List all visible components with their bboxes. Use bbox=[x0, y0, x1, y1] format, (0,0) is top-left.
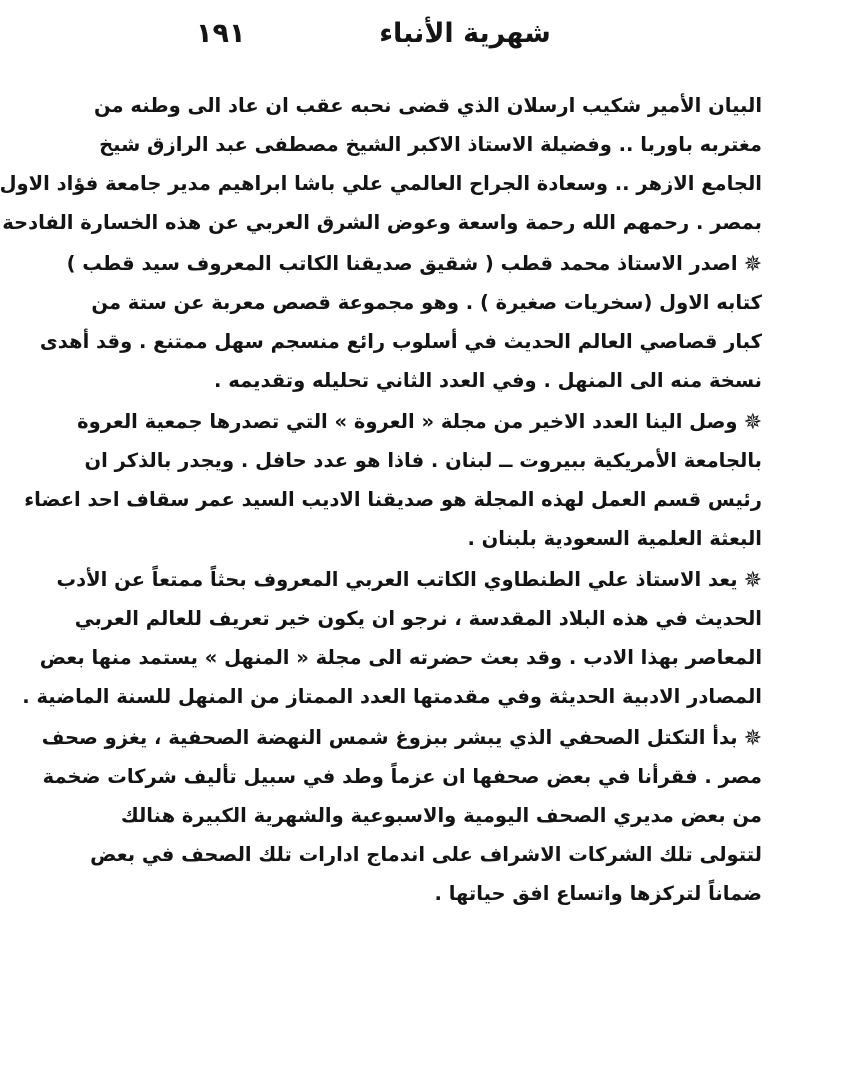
text-line bbox=[173, 361, 762, 400]
text-line bbox=[90, 835, 762, 874]
text-line bbox=[56, 560, 762, 599]
paragraph-p4 bbox=[22, 560, 762, 716]
line-text: كبار قصاصي العالم الحديث في أسلوب رائع منسجم سهل ممتنع . وقد أهدى bbox=[39, 330, 762, 353]
line-text: البيان الأمير شكيب ارسلان الذي قضى نحبه عقب ان عاد الى وطنه من bbox=[94, 94, 762, 117]
line-text: الحديث في هذه البلاد المقدسة ، نرجو ان يكون خير تعريف للعالم العربي bbox=[74, 607, 762, 630]
line-text: رئيس قسم العمل لهذه المجلة هو صديقنا الاديب السيد عمر سقاف احد اعضاء bbox=[24, 488, 762, 511]
line-text: البعثة العلمية السعودية بلبنان . bbox=[467, 527, 762, 550]
paragraph-marker-icon: ✵ bbox=[743, 252, 762, 277]
running-header bbox=[178, 14, 752, 64]
text-line bbox=[2, 203, 762, 242]
paragraph-p2 bbox=[39, 244, 762, 400]
line-text: نسخة منه الى المنهل . وفي العدد الثاني تحليله وتقديمه . bbox=[214, 369, 762, 392]
text-line bbox=[39, 638, 762, 677]
line-text: من بعض مديري الصحف اليومية والاسبوعية والشهرية الكبيرة هنالك bbox=[120, 804, 762, 827]
line-text: الجامع الازهر .. وسعادة الجراح العالمي علي باشا ابراهيم مدير جامعة فؤاد الاول bbox=[0, 172, 762, 195]
line-text: مصر . فقرأنا في بعض صحفها ان عزماً وطد في سبيل تأليف شركات ضخمة bbox=[42, 765, 762, 788]
text-line bbox=[41, 718, 762, 757]
line-text: لتتولى تلك الشركات الاشراف على اندماج ادارات تلك الصحف في بعض bbox=[90, 843, 762, 866]
text-line bbox=[22, 677, 762, 716]
line-text: بالجامعة الأمريكية ببيروت ــ لبنان . فاذا هو عدد حافل . ويجدر بالذكر ان bbox=[84, 449, 762, 472]
paragraph-marker-icon: ✵ bbox=[743, 726, 762, 751]
line-text: وصل الينا العدد الاخير من مجلة « العروة » التي تصدرها جمعية العروة bbox=[77, 410, 738, 433]
text-line bbox=[66, 244, 762, 283]
paragraph-p5 bbox=[41, 718, 762, 913]
text-line bbox=[77, 402, 762, 441]
text-line bbox=[39, 322, 762, 361]
article-body bbox=[0, 86, 762, 913]
page-number: ١٩١ bbox=[196, 18, 246, 49]
text-line bbox=[42, 757, 762, 796]
line-text: ضماناً لتركزها واتساع افق حياتها . bbox=[434, 882, 762, 905]
text-line bbox=[91, 283, 762, 322]
text-line bbox=[99, 125, 762, 164]
text-line bbox=[24, 480, 762, 519]
line-text: المصادر الادبية الحديثة وفي مقدمتها العدد الممتاز من المنهل للسنة الماضية . bbox=[22, 685, 762, 708]
line-text: بمصر . رحمهم الله رحمة واسعة وعوض الشرق العربي عن هذه الخسارة الفادحة bbox=[2, 211, 762, 234]
running-title: شهرية الأنباء bbox=[379, 18, 551, 49]
text-line bbox=[173, 519, 762, 558]
line-text: مغتربه باوربا .. وفضيلة الاستاذ الاكبر الشيخ مصطفى عبد الرازق شيخ bbox=[99, 133, 762, 156]
text-line bbox=[120, 796, 762, 835]
line-text: كتابه الاول (سخريات صغيرة ) . وهو مجموعة قصص معربة عن ستة من bbox=[91, 291, 762, 314]
line-text: المعاصر بهذا الادب . وقد بعث حضرته الى مجلة « المنهل » يستمد منها بعض bbox=[39, 646, 762, 669]
paragraph-p1 bbox=[0, 86, 762, 242]
line-text: اصدر الاستاذ محمد قطب ( شقيق صديقنا الكاتب المعروف سيد قطب ) bbox=[66, 252, 738, 275]
text-line bbox=[84, 441, 762, 480]
line-text: بدأ التكتل الصحفي الذي يبشر ببزوغ شمس النهضة الصحفية ، يغزو صحف bbox=[41, 726, 738, 749]
line-text: يعد الاستاذ علي الطنطاوي الكاتب العربي المعروف بحثاً ممتعاً عن الأدب bbox=[56, 568, 738, 591]
text-line bbox=[94, 86, 762, 125]
text-line bbox=[0, 164, 762, 203]
text-line bbox=[173, 874, 762, 913]
paragraph-marker-icon: ✵ bbox=[743, 568, 762, 593]
text-line bbox=[74, 599, 762, 638]
paragraph-p3 bbox=[24, 402, 762, 558]
paragraph-marker-icon: ✵ bbox=[743, 410, 762, 435]
